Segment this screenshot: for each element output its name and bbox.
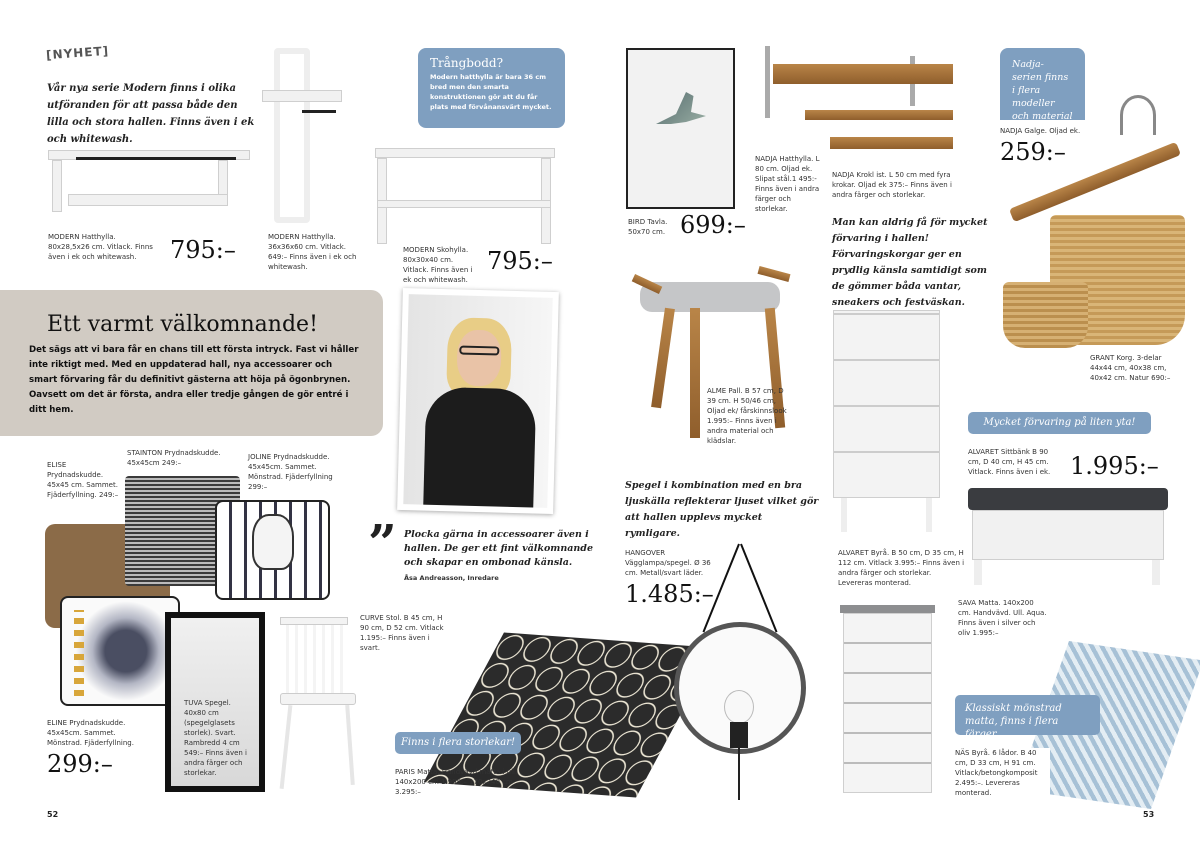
product-caption: JOLINE Prydnadskudde. 45x45cm. Sammet. Mönstrad. Fjäderfyllning 299:–: [248, 453, 333, 491]
product-price: 1.485:–: [625, 580, 714, 608]
product-caption: NADJA Hatthylla. L 80 cm. Oljad ek. Slipat stål.1 495:- Finns även i andra färger och storlekar.: [755, 155, 820, 213]
alvaret-bench-image: [968, 488, 1168, 585]
quote-author: Åsa Andreasson, Inredare: [404, 574, 499, 582]
designer-photo: [397, 288, 559, 514]
product-caption: CURVE Stol. B 45 cm, H 90 cm, D 52 cm. Vitlack 1.195:– Finns även i svart.: [360, 614, 444, 652]
rug-sizes-banner: Finns i flera storlekar!: [395, 732, 521, 754]
product-price: 299:–: [47, 750, 113, 778]
product-caption: NÄS Byrå. 6 lådor. B 40 cm, D 33 cm, H 91 cm. Vitlack/betongkomposit 2.495:–. Levereras monterad.: [955, 748, 1050, 798]
product-caption: NADJA Krokl ist. L 50 cm med fyra krokar. Oljad ek 375:– Finns även i andra färger och storlekar.: [832, 171, 952, 199]
rug-colors-banner: Klassiskt mönstrad matta, finns i flera färger.: [955, 695, 1100, 735]
nas-dresser-image: [840, 605, 935, 800]
alvaret-dresser-image: [833, 310, 940, 532]
storage-text: Man kan aldrig få för mycket förvaring i hallen! Förvaringskorgar ger en prydlig känsla samtidigt som de gömmer båda vantar, sneakers och festväskan.: [832, 217, 988, 308]
tip-title: Trångbodd?: [430, 56, 504, 70]
product-caption: MODERN Hatthylla. 36x36x60 cm. Vitlack. 649:– Finns även i ek och whitewash.: [268, 233, 357, 271]
tip-box: [418, 48, 565, 128]
curve-chair-image: [278, 615, 358, 790]
nadja-hook-rail-image: [830, 137, 953, 149]
product-caption: ALVARET Sittbänk B 90 cm, D 40 cm, H 45 cm. Vitlack. Finns även i ek.: [968, 448, 1051, 476]
product-caption: ALVARET Byrå. B 50 cm, D 35 cm, H 112 cm. Vitlack 3.995:– Finns även i andra färger och storlekar. Levereras monterad.: [838, 549, 965, 587]
product-price: 259:–: [1000, 138, 1066, 166]
feature-text: Det sägs att vi bara får en chans till ett första intryck. Fast vi håller inte riktigt med. Med en uppdaterad hall, nya accessoarer och smart förvaring får du definitivt gästerna att höja på ögonbrynen. Oavsett om det är första, andra eller tredje gången de gör entré i ditt hem.: [29, 345, 359, 415]
product-caption: BIRD Tavla. 50x70 cm.: [628, 218, 668, 236]
product-caption: ELISE Prydnadskudde. 45x45 cm. Sammet. Fjäderfyllning. 249:–: [47, 461, 119, 499]
product-caption: STAINTON Prydnadskudde. 45x45cm 249:–: [127, 449, 221, 467]
feature-box: [0, 290, 383, 436]
quote-block: [404, 528, 604, 583]
nadja-series-box: Nadja-serien finns i flera modeller och material: [1000, 48, 1085, 120]
page-number: 52: [47, 810, 59, 819]
page-number: 53: [1143, 810, 1155, 819]
mirror-text: Spegel i kombination med en bra ljuskälla reflekterar ljuset vilket gör att hallen upplevs mycket rymligare.: [625, 480, 819, 539]
joline-cushion-image: [215, 500, 330, 600]
product-price: 795:–: [170, 236, 236, 264]
nadja-hat-shelf-image: [765, 46, 955, 126]
feature-title: Ett varmt välkomnande!: [47, 312, 318, 337]
storage-banner: Mycket förvaring på liten yta!: [968, 412, 1151, 434]
modern-hat-shelf-image: [48, 150, 250, 214]
grant-basket-small-image: [1003, 282, 1088, 348]
modern-tall-hat-shelf-image: [262, 48, 342, 223]
product-caption: SAVA Matta. 140x200 cm. Handvävd. Ull. Aqua. Finns även i silver och oliv 1.995:–: [958, 599, 1047, 637]
product-caption: TUVA Spegel. 40x80 cm (spegelglasets storlek). Svart. Rambredd 4 cm 549:– Finns även i andra färger och storlekar.: [184, 699, 247, 777]
eline-cushion-image: [60, 596, 180, 706]
quote-text: Plocka gärna in accessoarer även i hallen. De ger ett fint välkomnande och skapar en ombonad känsla.: [404, 529, 593, 568]
product-caption: ELINE Prydnadskudde. 45x45cm. Sammet. Mönstrad. Fjäderfyllning.: [47, 719, 134, 747]
product-caption: GRANT Korg. 3-delar 44x44 cm, 40x38 cm, 40x42 cm. Natur 690:–: [1090, 354, 1171, 382]
product-price: 795:–: [487, 247, 553, 275]
product-price: 1.995:–: [1070, 452, 1159, 480]
product-caption: PARIS Matta. Handvävd matta i ull. 140x200 cm 1.995:– 170x240 cm 3.295:–: [395, 768, 518, 796]
bird-print-image: [626, 48, 735, 209]
modern-shoe-shelf-image: [375, 148, 555, 244]
product-caption: ALME Pall. B 57 cm, D 39 cm. H 50/46 cm, Oljad ek/ fårskinnslook 1.995:– Finns även i andra material och klädslar.: [707, 387, 787, 445]
product-caption: MODERN Hatthylla. 80x28,5x26 cm. Vitlack. Finns även i ek och whitewash.: [48, 233, 153, 261]
product-caption: HANGOVER Vägglampa/spegel. Ø 36 cm. Metall/svart läder.: [625, 549, 711, 577]
product-price: 699:–: [680, 211, 746, 239]
tip-text: Modern hatthylla är bara 36 cm bred men den smarta konstruktionen gör att du får plats med förvånansvärt mycket.: [430, 73, 552, 111]
intro-text: Vår nya serie Modern finns i olika utföranden för att passa både den lilla och stora hallen. Finns även i ek och whitewash.: [47, 83, 255, 145]
product-caption: NADJA Galge. Oljad ek.: [1000, 127, 1081, 135]
new-badge: [NYHET]: [45, 43, 110, 63]
quote-mark-icon: ”: [368, 513, 397, 572]
product-caption: MODERN Skohylla. 80x30x40 cm. Vitlack. Finns även i ek och whitewash.: [403, 246, 473, 284]
